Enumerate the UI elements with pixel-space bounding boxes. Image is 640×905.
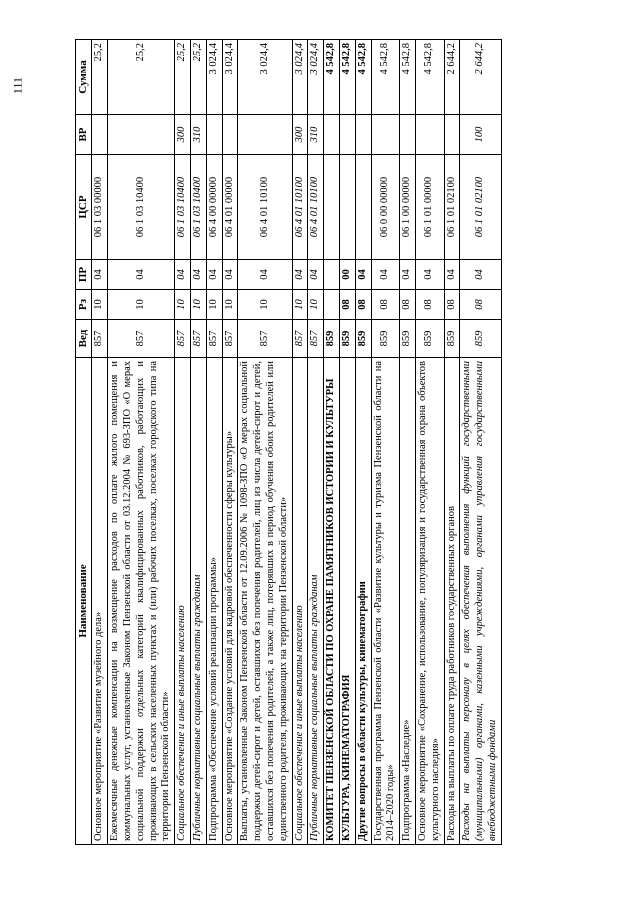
- budget-table-container: [75, 40, 620, 845]
- cell-ved: 859: [460, 320, 501, 358]
- cell-rz: 10: [206, 290, 222, 320]
- cell-csr: 06 1 00 00000: [400, 155, 416, 260]
- cell-ved: 857: [308, 320, 324, 358]
- cell-rz: 10: [222, 290, 238, 320]
- cell-name: КУЛЬТУРА, КИНЕМАТОГРАФИЯ: [339, 358, 355, 845]
- cell-name: Подпрограмма «Обеспечение условий реализации программы»: [206, 358, 222, 845]
- cell-rz: 10: [92, 290, 108, 320]
- cell-ved: 857: [292, 320, 308, 358]
- cell-pr: 04: [206, 260, 222, 290]
- cell-vr: [444, 115, 460, 155]
- cell-sum: 2 644,2: [460, 40, 501, 115]
- header-ved: Вед: [76, 320, 92, 358]
- cell-sum: 25,2: [175, 40, 191, 115]
- cell-rz: 08: [355, 290, 371, 320]
- cell-csr: 06 1 01 02100: [444, 155, 460, 260]
- cell-pr: 04: [415, 260, 444, 290]
- cell-rz: 10: [175, 290, 191, 320]
- cell-sum: 3 024,4: [238, 40, 292, 115]
- cell-name: Государственная программа Пензенской области «Развитие культуры и туризма Пензенской области на 2014–2020 годы»: [371, 358, 400, 845]
- cell-vr: 300: [292, 115, 308, 155]
- cell-csr: 06 1 03 10400: [175, 155, 191, 260]
- cell-rz: 08: [339, 290, 355, 320]
- cell-csr: 06 4 01 10100: [238, 155, 292, 260]
- cell-name: Основное мероприятие «Создание условий для кадровой обеспеченности сферы культуры»: [222, 358, 238, 845]
- cell-csr: 06 4 00 00000: [206, 155, 222, 260]
- cell-csr: [339, 155, 355, 260]
- cell-name: Расходы на выплаты персоналу в целях обеспечения выполнения функций государственными (муниципальными) органами, казенными учреждениями, органами управления государственными внебюджетными фондами: [460, 358, 501, 845]
- cell-pr: [324, 260, 340, 290]
- table-row: [460, 40, 501, 845]
- cell-ved: 857: [190, 320, 206, 358]
- header-vr: ВР: [76, 115, 92, 155]
- cell-pr: 04: [292, 260, 308, 290]
- table-row: [415, 40, 444, 845]
- cell-ved: 859: [355, 320, 371, 358]
- header-pr: ПР: [76, 260, 92, 290]
- cell-sum: 25,2: [92, 40, 108, 115]
- cell-name: Основное мероприятие «Сохранение, использование, популяризация и государственная охрана объектов культурного наследия»: [415, 358, 444, 845]
- cell-sum: 4 542,8: [339, 40, 355, 115]
- cell-vr: [324, 115, 340, 155]
- cell-ved: 859: [400, 320, 416, 358]
- cell-sum: 4 542,8: [400, 40, 416, 115]
- cell-pr: 04: [108, 260, 175, 290]
- cell-vr: [206, 115, 222, 155]
- cell-name: Подпрограмма «Наследие»: [400, 358, 416, 845]
- cell-pr: 04: [175, 260, 191, 290]
- cell-sum: 4 542,8: [415, 40, 444, 115]
- table-row: [400, 40, 416, 845]
- cell-name: Расходы на выплаты по оплате труда работников государственных органов: [444, 358, 460, 845]
- header-sum: Сумма: [76, 40, 92, 115]
- cell-pr: 04: [308, 260, 324, 290]
- cell-csr: 06 1 03 10400: [108, 155, 175, 260]
- table-row: [339, 40, 355, 845]
- cell-rz: 08: [371, 290, 400, 320]
- header-name: Наименование: [76, 358, 92, 845]
- cell-csr: 06 4 01 10100: [292, 155, 308, 260]
- cell-pr: 04: [222, 260, 238, 290]
- cell-pr: 00: [339, 260, 355, 290]
- cell-name: Ежемесячные денежные компенсации на возмещение расходов по оплате жилого помещения и коммунальных услуг, установленные Законом Пензенской области от 03.12.2004 № 693-ЗПО «О мерах социальной поддержки отдельных категорий квалифицированных работников, работающих и проживающих в сельских населенных пунктах и (или) рабочих поселках, поселках городского типа на территории Пензенской области»: [108, 358, 175, 845]
- table-header-row: [76, 40, 92, 845]
- cell-sum: 4 542,8: [371, 40, 400, 115]
- table-row: [190, 40, 206, 845]
- cell-name: Социальное обеспечение и иные выплаты населению: [292, 358, 308, 845]
- cell-rz: 10: [190, 290, 206, 320]
- cell-sum: 3 024,4: [292, 40, 308, 115]
- table-row: [308, 40, 324, 845]
- cell-ved: 857: [108, 320, 175, 358]
- cell-pr: 04: [92, 260, 108, 290]
- table-row: [355, 40, 371, 845]
- table-row: [108, 40, 175, 845]
- table-body: [92, 40, 501, 845]
- cell-pr: 04: [400, 260, 416, 290]
- cell-csr: 06 1 01 00000: [415, 155, 444, 260]
- cell-ved: 857: [222, 320, 238, 358]
- cell-rz: 08: [415, 290, 444, 320]
- cell-name: Публичные нормативные социальные выплаты гражданам: [308, 358, 324, 845]
- cell-rz: 10: [108, 290, 175, 320]
- cell-csr: 06 0 00 00000: [371, 155, 400, 260]
- cell-vr: [238, 115, 292, 155]
- table-row: [206, 40, 222, 845]
- cell-vr: 310: [308, 115, 324, 155]
- cell-vr: [355, 115, 371, 155]
- cell-vr: [108, 115, 175, 155]
- cell-name: Основное мероприятие «Развитие музейного дела»: [92, 358, 108, 845]
- cell-rz: 10: [308, 290, 324, 320]
- cell-rz: 10: [238, 290, 292, 320]
- cell-ved: 859: [339, 320, 355, 358]
- cell-vr: 300: [175, 115, 191, 155]
- header-rz: Рз: [76, 290, 92, 320]
- cell-ved: 859: [444, 320, 460, 358]
- cell-ved: 857: [206, 320, 222, 358]
- cell-vr: 100: [460, 115, 501, 155]
- cell-rz: [324, 290, 340, 320]
- cell-vr: [415, 115, 444, 155]
- cell-csr: 06 4 01 00000: [222, 155, 238, 260]
- cell-rz: 08: [460, 290, 501, 320]
- cell-sum: 3 024,4: [206, 40, 222, 115]
- cell-vr: 310: [190, 115, 206, 155]
- cell-csr: [355, 155, 371, 260]
- cell-sum: 4 542,8: [355, 40, 371, 115]
- cell-vr: [371, 115, 400, 155]
- cell-pr: 04: [190, 260, 206, 290]
- cell-vr: [222, 115, 238, 155]
- table-row: [324, 40, 340, 845]
- cell-sum: 2 644,2: [444, 40, 460, 115]
- cell-sum: 3 024,4: [222, 40, 238, 115]
- table-row: [444, 40, 460, 845]
- budget-table: [75, 39, 502, 845]
- cell-sum: 25,2: [108, 40, 175, 115]
- cell-name: Социальное обеспечение и иные выплаты населению: [175, 358, 191, 845]
- cell-ved: 857: [238, 320, 292, 358]
- table-row: [238, 40, 292, 845]
- cell-rz: 08: [444, 290, 460, 320]
- cell-sum: 4 542,8: [324, 40, 340, 115]
- header-csr: ЦСР: [76, 155, 92, 260]
- cell-csr: [324, 155, 340, 260]
- cell-name: Выплаты, установленные Законом Пензенской области от 12.09.2006 № 1098-ЗПО «О мерах социальной поддержки детей-сирот и детей, оставшихся без попечения родителей, лиц из числа детей-сирот и детей, оставшихся без попечения родителей, а также лиц, потерявших в период обучения обоих родителей или единственного родителя, проживающих на территории Пензенской области»: [238, 358, 292, 845]
- table-row: [222, 40, 238, 845]
- cell-rz: 10: [292, 290, 308, 320]
- cell-csr: 06 1 01 02100: [460, 155, 501, 260]
- cell-sum: 3 024,4: [308, 40, 324, 115]
- cell-csr: 06 1 03 00000: [92, 155, 108, 260]
- cell-rz: 08: [400, 290, 416, 320]
- table-row: [292, 40, 308, 845]
- cell-pr: 04: [444, 260, 460, 290]
- cell-name: КОМИТЕТ ПЕНЗЕНСКОЙ ОБЛАСТИ ПО ОХРАНЕ ПАМЯТНИКОВ ИСТОРИИ И КУЛЬТУРЫ: [324, 358, 340, 845]
- cell-ved: 857: [92, 320, 108, 358]
- cell-ved: 859: [371, 320, 400, 358]
- cell-pr: 04: [371, 260, 400, 290]
- cell-pr: 04: [355, 260, 371, 290]
- cell-pr: 04: [238, 260, 292, 290]
- page-number: 111: [10, 76, 25, 95]
- cell-vr: [92, 115, 108, 155]
- cell-vr: [400, 115, 416, 155]
- cell-ved: 859: [324, 320, 340, 358]
- cell-name: Публичные нормативные социальные выплаты гражданам: [190, 358, 206, 845]
- cell-ved: 857: [175, 320, 191, 358]
- cell-pr: 04: [460, 260, 501, 290]
- cell-vr: [339, 115, 355, 155]
- table-row: [92, 40, 108, 845]
- cell-ved: 859: [415, 320, 444, 358]
- table-row: [371, 40, 400, 845]
- cell-csr: 06 1 03 10400: [190, 155, 206, 260]
- cell-sum: 25,2: [190, 40, 206, 115]
- table-row: [175, 40, 191, 845]
- cell-name: Другие вопросы в области культуры, кинематографии: [355, 358, 371, 845]
- cell-csr: 06 4 01 10100: [308, 155, 324, 260]
